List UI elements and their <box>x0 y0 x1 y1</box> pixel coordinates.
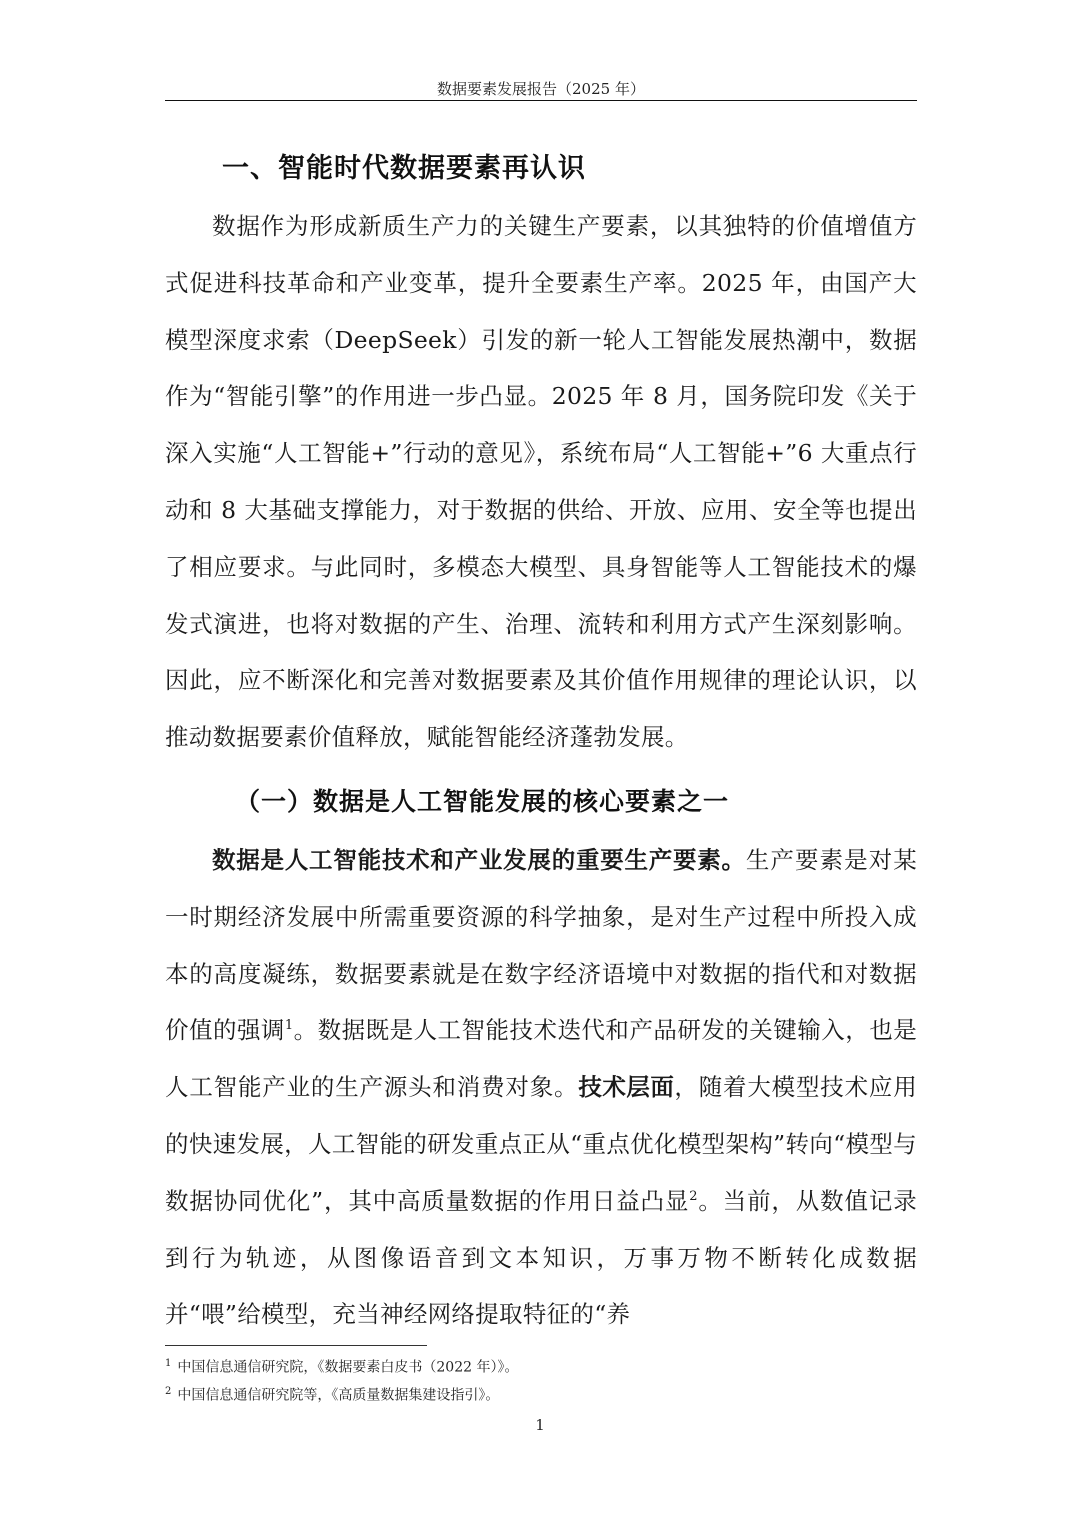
footnote-ref-2[interactable]: 2 <box>689 1188 698 1204</box>
footnotes <box>165 1352 917 1407</box>
footnote-ref-1[interactable]: 1 <box>284 1018 294 1034</box>
footnote-rule <box>165 1345 427 1346</box>
paragraph-text: ，随着大模型技术应用的快速发展，人工智能的研发重点正从“重点优化模型架构”转向“模型与数据协同优化”，其中高质量数据的作用日益凸显 <box>165 1073 918 1215</box>
footnote-text: 中国信息通信研究院等，《高质量数据集建设指引》。 <box>177 1387 500 1404</box>
body-paragraph-1: 数据作为形成新质生产力的关键生产要素，以其独特的价值增值方式促进科技革命和产业变革，提升全要素生产率。2025 年，由国产大模型深度求索（DeepSeek）引发的新一轮人工智能发展热潮中，数据作为“智能引擎”的作用进一步凸显。2025 年 8 月，国务院印发《关于深入实施“人工智能+”行动的意见》，系统布局“人工智能+”6 大重点行动和 8 大基础支撑能力，对于数据的供给、开放、应用、安全等也提出了相应要求。与此同时，多模态大模型、具身智能等人工智能技术的爆发式演进，也将对数据的产生、治理、流转和利用方式产生深刻影响。因此，应不断深化和完善对数据要素及其价值作用规律的理论认识，以推动数据要素价值释放，赋能智能经济蓬勃发展。 <box>165 212 917 752</box>
footnote-number: 2 <box>165 1385 172 1397</box>
body-paragraph-2 <box>165 832 917 1343</box>
footnote-2 <box>165 1380 917 1408</box>
paragraph-lead-bold: 数据是人工智能技术和产业发展的重要生产要素。 <box>212 846 746 874</box>
page-number: 1 <box>535 1416 545 1434</box>
header-rule <box>165 100 917 101</box>
footnote-number: 1 <box>165 1358 172 1369</box>
paragraph-inline-bold: 技术层面 <box>578 1073 675 1102</box>
subsection-title: （一）数据是人工智能发展的核心要素之一 <box>235 787 730 816</box>
footnote-text: 中国信息通信研究院，《数据要素白皮书（2022 年）》。 <box>177 1359 519 1376</box>
paragraph-text: 生产要素是对某一时期经济发展中所需重要资源的科学抽象，是对生产过程中所投入成本的高度凝练，数据要素就是在数字经济语境中对数据的指代和对数据价值的强调 <box>165 846 917 1045</box>
running-header: 数据要素发展报告（2025 年） <box>437 80 645 98</box>
paragraph-text: 。数据既是人工智能技术迭代和产品研发的关键输入，也是人工智能产业的生产源头和消费对象。 <box>165 1016 917 1102</box>
paragraph-text: 。当前，从数值记录到行为轨迹，从图像语音到文本知识，万事万物不断转化成数据并“喂”给模型，充当神经网络提取特征的“养 <box>165 1186 917 1329</box>
footnote-1 <box>165 1352 917 1380</box>
section-title: 一、智能时代数据要素再认识 <box>222 153 586 184</box>
